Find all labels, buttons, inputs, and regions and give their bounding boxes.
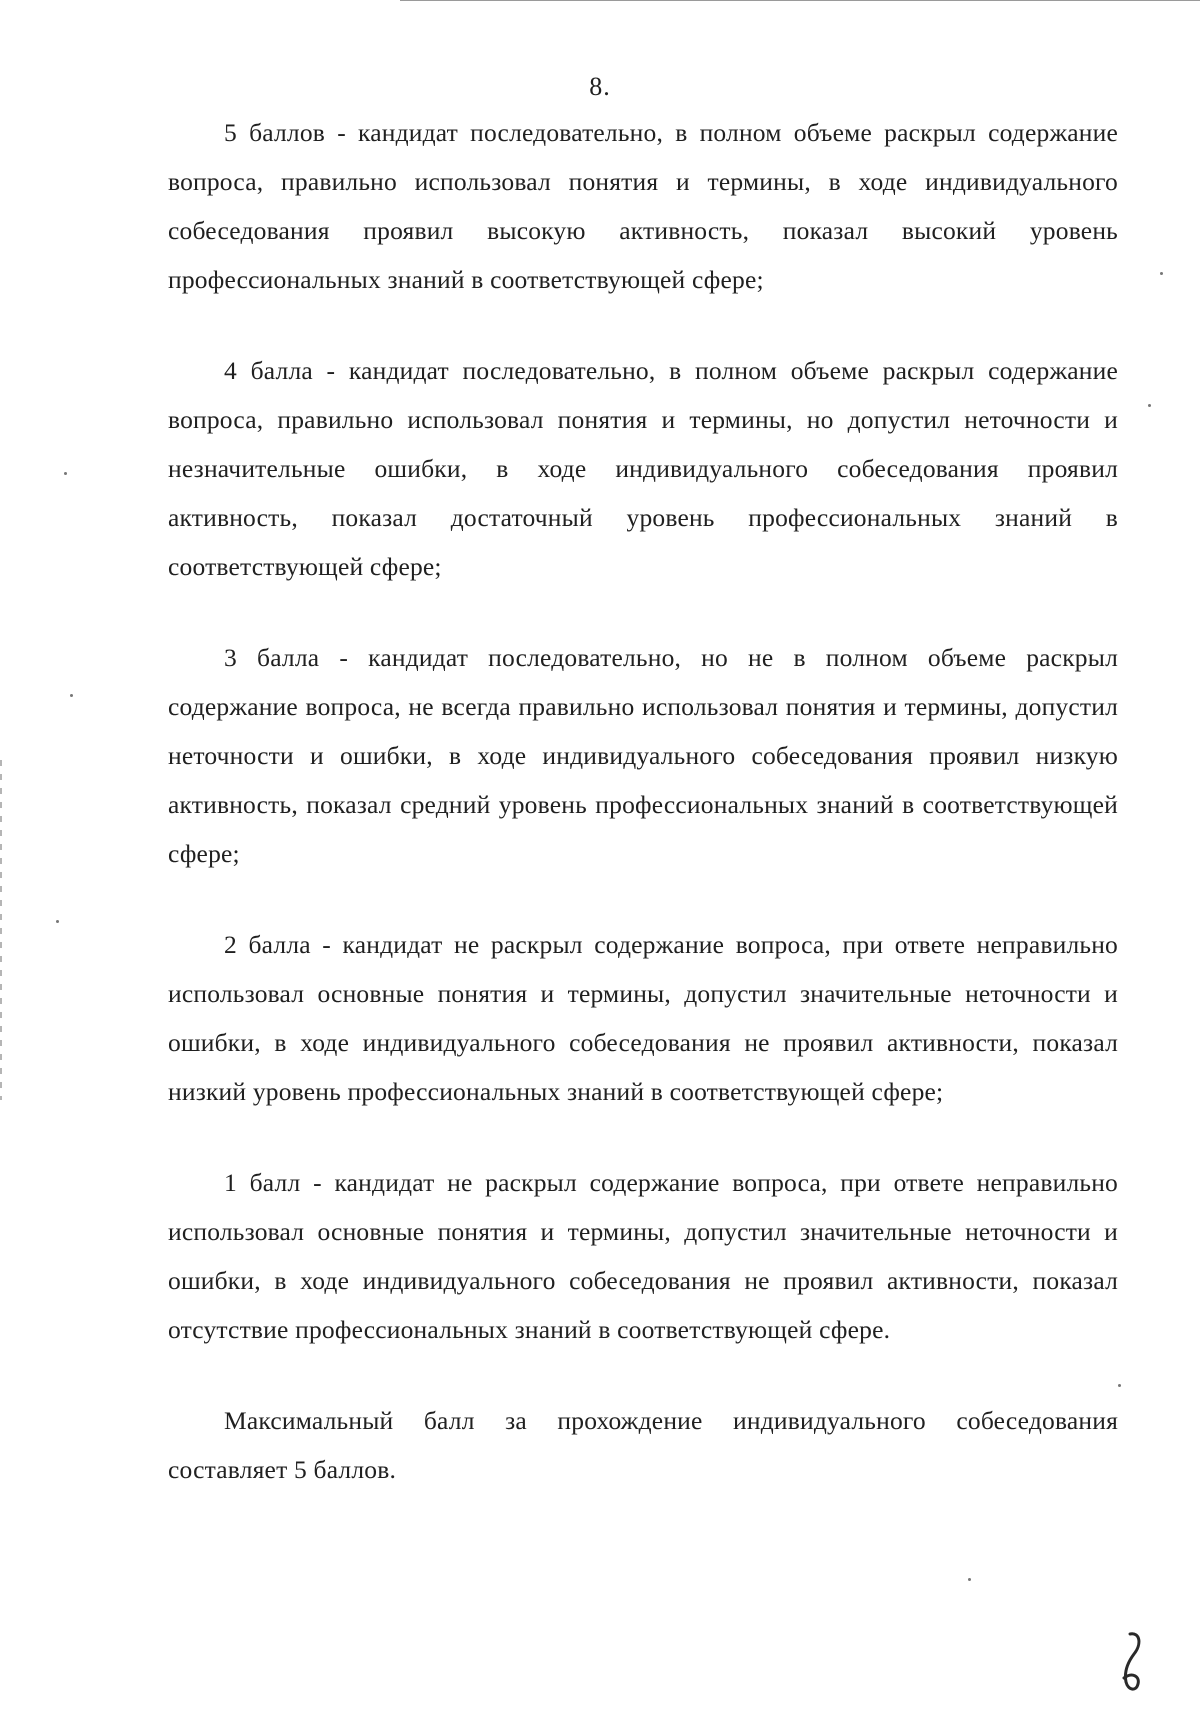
paragraph-score-1: 1 балл - кандидат не раскрыл содержание вопроса, при ответе неправильно использовал основные понятия и термины, допустил значительные неточности и ошибки, в ходе индивидуального собеседования не проявил активности, показал отсутствие профессиональных знаний в соответствующей сфере. — [168, 1168, 1118, 1344]
paragraph-score-2: 2 балла - кандидат не раскрыл содержание вопроса, при ответе неправильно использовал основные понятия и термины, допустил значительные неточности и ошибки, в ходе индивидуального собеседования не проявил активности, показал низкий уровень профессиональных знаний в соответствующей сфере; — [168, 930, 1118, 1106]
scan-speck — [70, 694, 73, 697]
scan-speck — [64, 472, 67, 475]
page-number: 8. — [589, 72, 611, 101]
scan-speck — [968, 1578, 971, 1581]
paragraph-score-4: 4 балла - кандидат последовательно, в полном объеме раскрыл содержание вопроса, правильно использовал понятия и термины, но допустил неточности и незначительные ошибки, в ходе индивидуального собеседования проявил активность, показал достаточный уровень профессиональных знаний в соответствующей сфере; — [168, 356, 1118, 581]
paragraph-score-5: 5 баллов - кандидат последовательно, в полном объеме раскрыл содержание вопроса, правильно использовал понятия и термины, в ходе индивидуального собеседования проявил высокую активность, показал высокий уровень профессиональных знаний в соответствующей сфере; — [168, 118, 1118, 294]
scan-top-line — [400, 0, 1200, 1]
scan-speck — [1118, 1384, 1121, 1387]
paragraph-max-score: Максимальный балл за прохождение индивидуального собеседования составляет 5 баллов. — [168, 1406, 1118, 1484]
scan-left-edge — [0, 760, 2, 1100]
scan-speck — [56, 920, 59, 923]
paragraph-score-3: 3 балла - кандидат последовательно, но не в полном объеме раскрыл содержание вопроса, не всегда правильно использовал понятия и термины, допустил неточности и ошибки, в ходе индивидуального собеседования проявил низкую активность, показал средний уровень профессиональных знаний в соответствующей сфере; — [168, 643, 1118, 868]
scan-speck — [1160, 272, 1163, 275]
document-body — [168, 108, 1118, 1536]
handwritten-mark — [1112, 1628, 1152, 1698]
scan-speck — [1148, 404, 1151, 407]
